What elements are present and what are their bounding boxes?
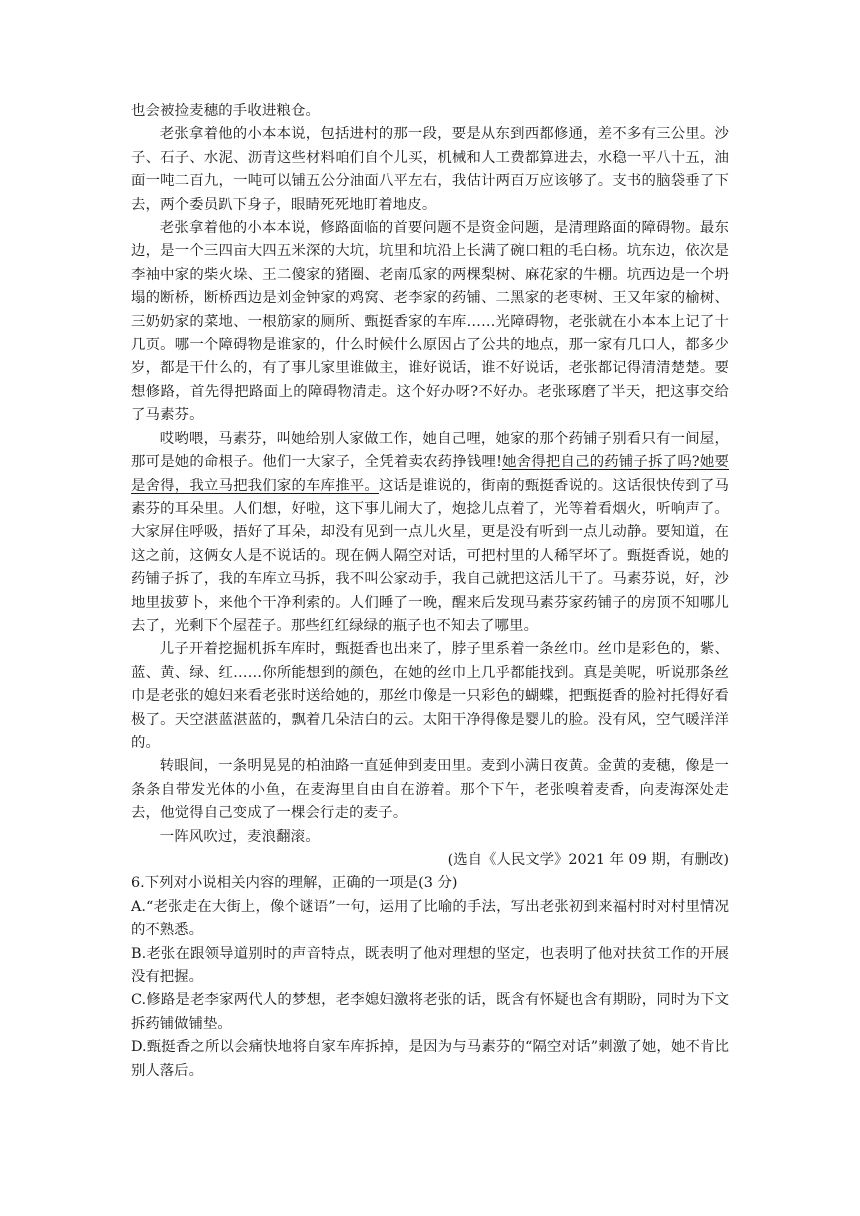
question-option-b: B.老张在跟领导道别时的声音特点，既表明了他对理想的坚定，也表明了他对扶贫工作的开展没有把握。: [131, 945, 729, 986]
passage-text: 这话是谁说的，街南的甄挺香说的。这话很快传到了马素芬的耳朵里。人们想，好啦，这下事儿闹大了，炮捻儿点着了，光等着看烟火，听响声了。大家屏住呼吸，捂好了耳朵，却没有见到一点儿火星，更是没有听到一点儿动静。要知道，在这之前，这俩女人是不说话的。现在俩人隔空对话，可把村里的人稀罕坏了。甄挺香说，她的药铺子拆了，我的车库立马拆，我不叫公家动手，我自己就把这活儿干了。马素芬说，好，沙地里拔萝卜，来他个干净利索的。人们睡了一晚，醒来后发现马素芬家药铺子的房顶不知哪儿去了，光剩下个屋茬子。那些红红绿绿的瓶子也不知去了哪里。: [131, 477, 729, 634]
document-page: [131, 100, 729, 1083]
passage-paragraph: 转眼间，一条明晃晃的柏油路一直延伸到麦田里。麦到小满日夜黄。金黄的麦穗，像是一条条自带发光体的小鱼，在麦海里自由自在游着。那个下午，老张嗅着麦香，向麦海深处走去，他觉得自己变成了一棵会行走的麦子。: [131, 758, 729, 822]
question-option-d: D.甄挺香之所以会痛快地将自家车库拆掉，是因为与马素芬的“隔空对话”刺激了她，她不肯比别人落后。: [131, 1039, 729, 1079]
source-citation: (选自《人民文学》2021 年 09 期，有删改): [447, 852, 729, 868]
passage-paragraph: 老张拿着他的小本本说，修路面临的首要问题不是资金问题，是清理路面的障碍物。最东边，是一个三四亩大四五米深的大坑，坑里和坑沿上长满了碗口粗的毛白杨。坑东边，依次是李袖中家的柴火垛、王二傻家的猪圈、老南瓜家的两棵梨树、麻花家的牛棚。坑西边是一个坍塌的断桥，断桥西边是刘金钟家的鸡窝、老李家的药铺、二黑家的老枣树、王又年家的榆树、三奶奶家的菜地、一根筋家的厕所、甄挺香家的车库……光障碍物，老张就在小本本上记了十几页。哪一个障碍物是谁家的，什么时候什么原因占了公共的地点，那一家有几口人，都多少岁，都是干什么的，有了事儿家里谁做主，谁好说话，谁不好说话，老张都记得清清楚楚。要想修路，首先得把路面上的障碍物清走。这个好办呀?不好办。老张琢磨了半天，把这事交给了马素芬。: [131, 220, 729, 424]
passage-paragraph-continued: 也会被捡麦穗的手收进粮仓。: [131, 103, 321, 119]
question-stem: 6.下列对小说相关内容的理解，正确的一项是(3 分): [131, 875, 458, 892]
passage-paragraph: [131, 428, 729, 639]
question-option-c: C.修路是老李家两代人的梦想，老李媳妇激将老张的话，既含有怀疑也含有期盼，同时为下文拆药铺做铺垫。: [131, 992, 729, 1032]
question-option-a: A.“老张走在大街上，像个谜语”一句，运用了比喻的手法，写出老张初到来福村时对村里情况的不熟悉。: [131, 898, 729, 939]
passage-paragraph: 老张拿着他的小本本说，包括进村的那一段，要是从东到西都修通，差不多有三公里。沙子、石子、水泥、沥青这些材料咱们自个儿买，机械和人工费都算进去，水稳一平八十五，油面一吨二百九，一吨可以铺五公分油面八平左右，我估计两百万应该够了。支书的脑袋垂了下去，两个委员趴下身子，眼睛死死地盯着地皮。: [131, 126, 729, 213]
passage-paragraph: 儿子开着挖掘机拆车库时，甄挺香也出来了，脖子里系着一条丝巾。丝巾是彩色的，紫、蓝、黄、绿、红……你所能想到的颜色，在她的丝巾上几乎都能找到。真是美呢，听说那条丝巾是老张的媳妇来看老张时送给她的，那丝巾像是一只彩色的蝴蝶，把甄挺香的脸衬托得好看极了。天空湛蓝湛蓝的，飘着几朵洁白的云。太阳干净得像是婴儿的脸。没有风，空气暖洋洋的。: [131, 641, 729, 751]
passage-paragraph: 一阵风吹过，麦浪翻滚。: [159, 828, 320, 845]
passage-text: 哎哟喂，马素芬，叫她给别人家做工作，她自己哩，她家的那个药铺子别看只有一间屋，那可是她的命根子。他们一大家子，全凭着卖农药挣钱哩!: [131, 430, 729, 471]
underlined-sentence: 她舍得把自己的药铺子拆了吗?她要是舍得，我立马把我们家的车库推平。: [131, 454, 729, 494]
